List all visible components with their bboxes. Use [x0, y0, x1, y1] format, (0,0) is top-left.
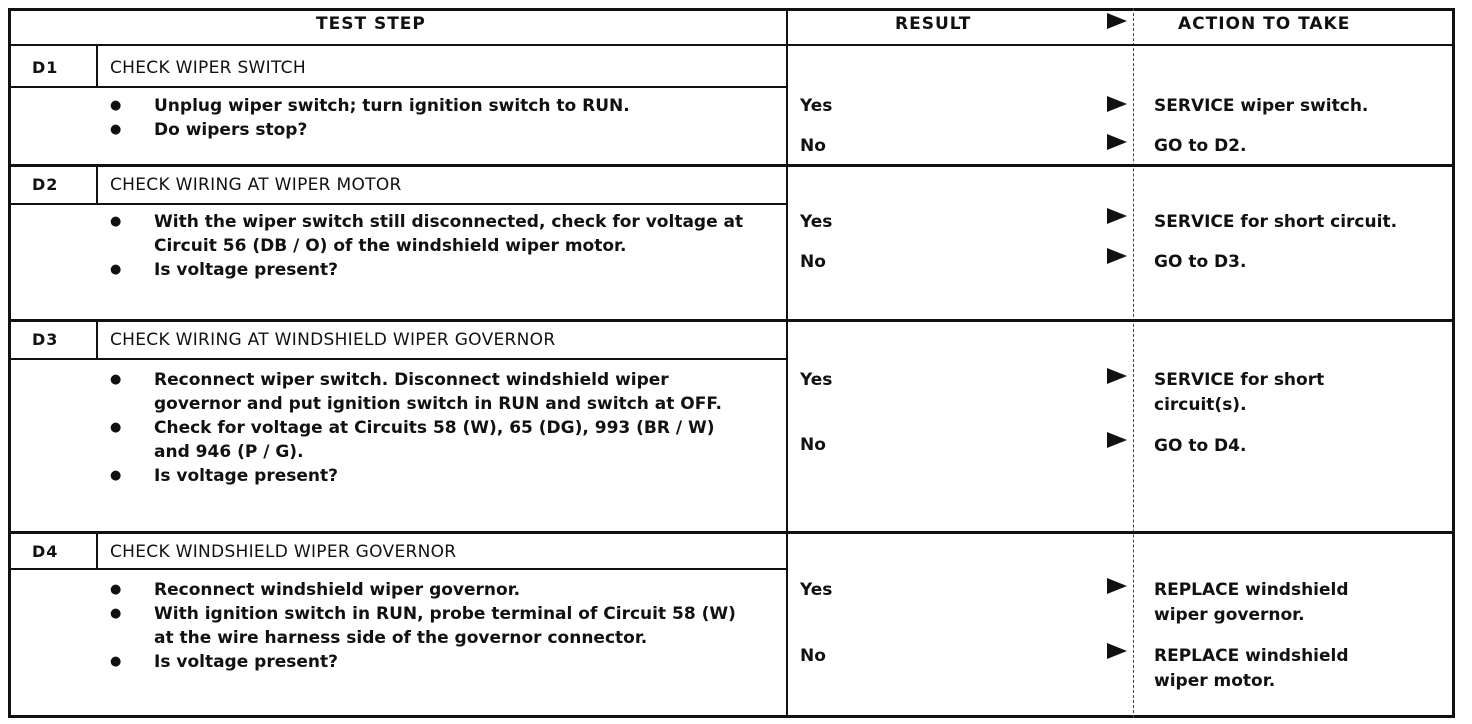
action-text [1154, 134, 1444, 159]
action-suffix: . [1240, 136, 1247, 156]
header-divider [8, 44, 1455, 46]
result-arrow-icon [1107, 208, 1127, 224]
step-title: CHECK WINDSHIELD WIPER GOVERNOR [110, 542, 457, 562]
step-bullets [110, 368, 744, 488]
step-id: D4 [32, 542, 59, 561]
bullet-item: ● Reconnect wiper switch. Disconnect windshield wiper governor and put ignition switch in RUN and switch at OFF. [110, 368, 744, 416]
step-bullets [110, 578, 744, 674]
bullet-item: ● Reconnect windshield wiper governor. [110, 578, 744, 602]
column-divider-action [1133, 8, 1134, 718]
step-divider [8, 319, 1455, 322]
header-arrow-icon [1107, 13, 1127, 29]
step-title-divider [8, 358, 788, 360]
bullet-item: ● Is voltage present? [110, 650, 744, 674]
step-id: D3 [32, 330, 59, 349]
result-arrow-icon [1107, 432, 1127, 448]
result-no: No [800, 435, 826, 455]
result-yes: Yes [800, 580, 833, 600]
result-no: No [800, 646, 826, 666]
result-arrow-icon [1107, 134, 1127, 150]
step-id-divider [96, 534, 98, 568]
step-title: CHECK WIRING AT WIPER MOTOR [110, 175, 402, 195]
action-text: SERVICE wiper switch. [1154, 96, 1369, 116]
action-text: GO to D3. [1154, 252, 1247, 272]
result-arrow-icon [1107, 643, 1127, 659]
bullet-item: ● With the wiper switch still disconnected, check for voltage at Circuit 56 (DB / O) of the windshield wiper motor. [110, 210, 744, 258]
action-text: SERVICE for short circuit. [1154, 212, 1398, 232]
bullet-item: ● Unplug wiper switch; turn ignition switch to RUN. [110, 94, 744, 118]
action-step-ref: D2 [1214, 136, 1241, 156]
result-yes: Yes [800, 370, 833, 390]
bullet-item: ● With ignition switch in RUN, probe terminal of Circuit 58 (W) at the wire harness side of the governor connector. [110, 602, 744, 650]
column-divider-result [786, 8, 788, 718]
step-title-divider [8, 568, 788, 570]
action-prefix: GO to [1154, 136, 1215, 156]
bullet-item: ● Check for voltage at Circuits 58 (W), 65 (DG), 993 (BR / W) and 946 (P / G). [110, 416, 744, 464]
bullet-item: ● Is voltage present? [110, 464, 744, 488]
step-divider [8, 531, 1455, 534]
action-text: SERVICE for short circuit(s). [1154, 370, 1325, 415]
action-text: REPLACE windshield wiper motor. [1154, 646, 1349, 691]
header-action-to-take: ACTION TO TAKE [1178, 14, 1351, 34]
result-arrow-icon [1107, 96, 1127, 112]
step-title-divider [8, 86, 788, 88]
result-arrow-icon [1107, 368, 1127, 384]
step-bullets [110, 210, 744, 282]
header-result: RESULT [895, 14, 972, 34]
step-id: D2 [32, 175, 59, 194]
step-bullets [110, 94, 744, 142]
step-divider [8, 164, 1455, 167]
result-yes: Yes [800, 96, 833, 116]
step-id-divider [96, 46, 98, 86]
action-text: GO to D4. [1154, 436, 1247, 456]
result-yes: Yes [800, 212, 833, 232]
action-text: REPLACE windshield wiper governor. [1154, 580, 1349, 625]
step-id: D1 [32, 58, 59, 77]
result-no: No [800, 252, 826, 272]
step-id-divider [96, 322, 98, 358]
step-title: CHECK WIPER SWITCH [110, 58, 306, 78]
step-title-divider [8, 203, 788, 205]
bullet-item: ● Is voltage present? [110, 258, 744, 282]
result-arrow-icon [1107, 578, 1127, 594]
bullet-item: ● Do wipers stop? [110, 118, 744, 142]
step-id-divider [96, 167, 98, 203]
result-no: No [800, 136, 826, 156]
result-arrow-icon [1107, 248, 1127, 264]
step-title: CHECK WIRING AT WINDSHIELD WIPER GOVERNOR [110, 330, 556, 350]
header-test-step: TEST STEP [316, 14, 426, 34]
